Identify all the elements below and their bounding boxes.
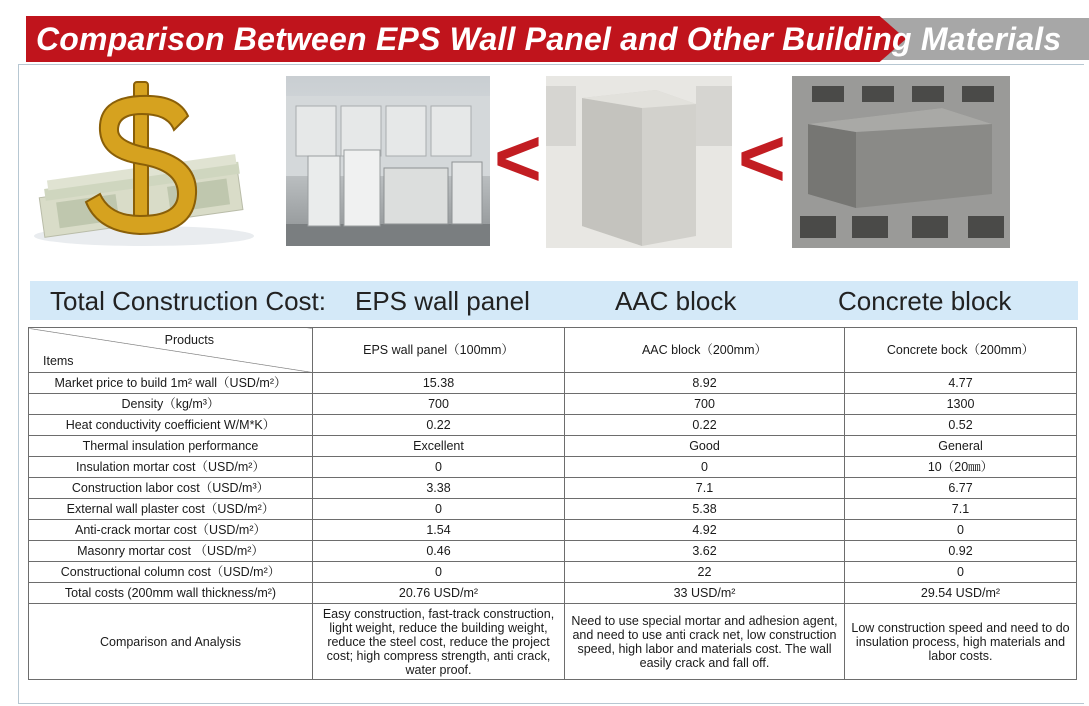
table-row — [29, 541, 1077, 562]
cell-eps: 0.22 — [313, 415, 565, 436]
cell-concrete: 1300 — [845, 394, 1077, 415]
cell-concrete: 0 — [845, 562, 1077, 583]
cell-item: External wall plaster cost（USD/m²） — [29, 499, 313, 520]
cell-eps: 0.46 — [313, 541, 565, 562]
table-row — [29, 562, 1077, 583]
header-products: Products — [164, 333, 214, 347]
cell-concrete: 0.52 — [845, 415, 1077, 436]
cell-eps: 0 — [313, 457, 565, 478]
cell-aac: 700 — [565, 394, 845, 415]
table-row — [29, 457, 1077, 478]
cell-eps: 1.54 — [313, 520, 565, 541]
cell-eps: 15.38 — [313, 373, 565, 394]
cell-item: Density（kg/m³） — [29, 394, 313, 415]
analysis-row — [29, 604, 1077, 680]
concrete-block-image — [792, 76, 1010, 248]
cell-item: Constructional column cost（USD/m²） — [29, 562, 313, 583]
cell-concrete: 7.1 — [845, 499, 1077, 520]
table-row — [29, 415, 1077, 436]
dollar-money-image — [28, 76, 260, 248]
cell-aac: 7.1 — [565, 478, 845, 499]
cell-aac: 8.92 — [565, 373, 845, 394]
cell-eps: 0 — [313, 562, 565, 583]
analysis-item: Comparison and Analysis — [29, 604, 313, 680]
cell-aac: 5.38 — [565, 499, 845, 520]
less-than-symbol: < — [494, 113, 542, 204]
cell-aac: 0.22 — [565, 415, 845, 436]
table-row — [29, 499, 1077, 520]
cell-item: Construction labor cost（USD/m³） — [29, 478, 313, 499]
analysis-eps: Easy construction, fast-track construction, light weight, reduce the building weight, reduce the steel cost, reduce the project cost; high compress strength, anti crack, water proof. — [313, 604, 565, 680]
cell-eps: 700 — [313, 394, 565, 415]
table-row — [29, 583, 1077, 604]
cell-concrete: 0 — [845, 520, 1077, 541]
cost-strip-label: Total Construction Cost: — [50, 286, 327, 316]
table-row — [29, 520, 1077, 541]
cell-concrete: General — [845, 436, 1077, 457]
cost-strip-aac: AAC block — [615, 286, 737, 316]
cell-eps: Excellent — [313, 436, 565, 457]
analysis-aac: Need to use special mortar and adhesion agent, and need to use anti crack net, low construction speed, high labor and materials cost. The wall easily crack and fall off. — [565, 604, 845, 680]
cell-aac: Good — [565, 436, 845, 457]
analysis-concrete: Low construction speed and need to do insulation process, high materials and labor costs. — [845, 604, 1077, 680]
cell-item: Heat conductivity coefficient W/M*K） — [29, 415, 313, 436]
comparison-table — [28, 327, 1077, 680]
table-row — [29, 436, 1077, 457]
eps-panel-image — [286, 76, 490, 246]
cell-aac: 3.62 — [565, 541, 845, 562]
cell-concrete: 6.77 — [845, 478, 1077, 499]
cost-strip-concrete: Concrete block — [838, 286, 1012, 316]
cell-item: Insulation mortar cost（USD/m²） — [29, 457, 313, 478]
aac-block-image — [546, 76, 732, 248]
table-row — [29, 478, 1077, 499]
header-eps: EPS wall panel（100mm） — [313, 328, 565, 373]
cell-concrete: 10（20㎜） — [845, 457, 1077, 478]
cell-concrete: 29.54 USD/m² — [845, 583, 1077, 604]
header-items: Items — [43, 354, 74, 368]
cell-eps: 20.76 USD/m² — [313, 583, 565, 604]
cost-strip-eps: EPS wall panel — [355, 286, 530, 316]
header-concrete: Concrete bock（200mm） — [845, 328, 1077, 373]
table-row — [29, 373, 1077, 394]
page-title: Comparison Between EPS Wall Panel and Other Building Materials — [36, 21, 1062, 57]
cell-item: Total costs (200mm wall thickness/m²) — [29, 583, 313, 604]
header-aac: AAC block（200mm） — [565, 328, 845, 373]
total-construction-cost-strip — [30, 281, 1078, 320]
cell-item: Masonry mortar cost （USD/m²） — [29, 541, 313, 562]
cell-aac: 0 — [565, 457, 845, 478]
table-header-row — [29, 328, 1077, 373]
cell-eps: 3.38 — [313, 478, 565, 499]
cell-aac: 4.92 — [565, 520, 845, 541]
cell-concrete: 0.92 — [845, 541, 1077, 562]
cell-aac: 33 USD/m² — [565, 583, 845, 604]
cell-item: Thermal insulation performance — [29, 436, 313, 457]
cell-eps: 0 — [313, 499, 565, 520]
header-products-items-cell — [29, 328, 313, 373]
table-row — [29, 394, 1077, 415]
cell-item: Anti-crack mortar cost（USD/m²） — [29, 520, 313, 541]
cell-concrete: 4.77 — [845, 373, 1077, 394]
cell-item: Market price to build 1m² wall（USD/m²） — [29, 373, 313, 394]
cell-aac: 22 — [565, 562, 845, 583]
less-than-symbol: < — [738, 113, 786, 204]
